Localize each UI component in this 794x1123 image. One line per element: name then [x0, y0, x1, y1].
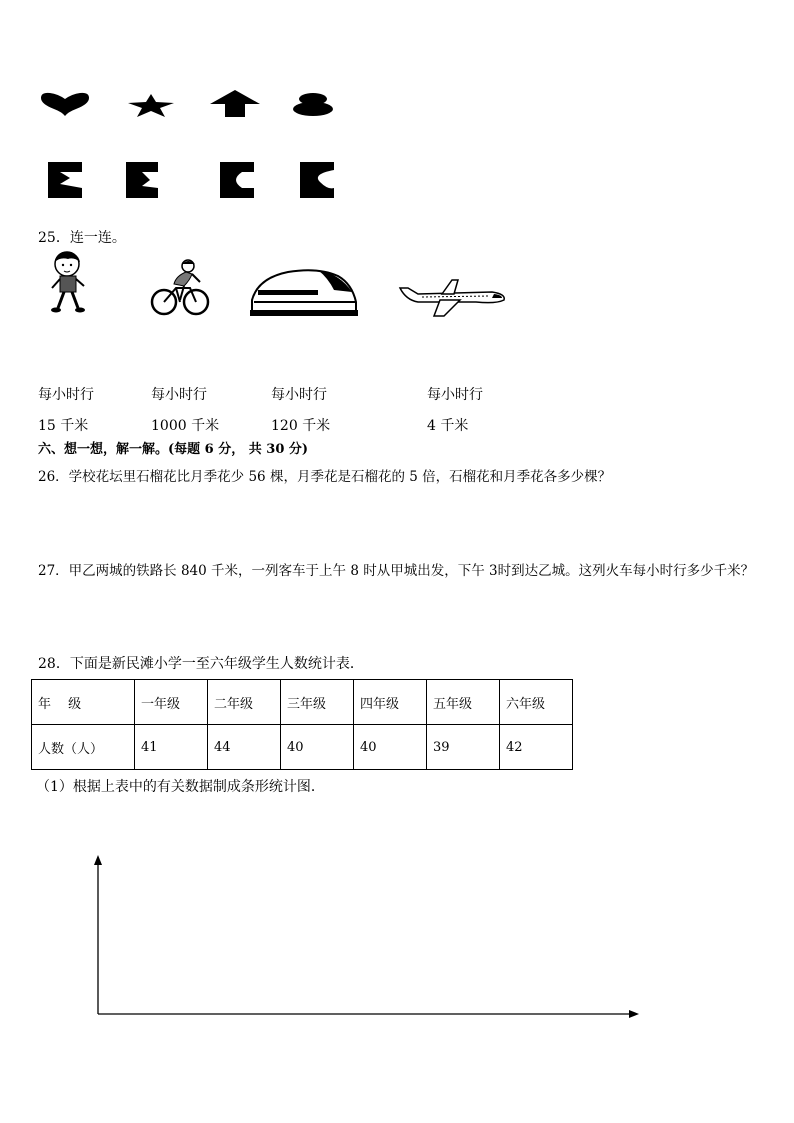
speed-label-2: 每小时行	[151, 387, 207, 403]
symmetric-shapes-row	[38, 90, 338, 120]
q27-text: 27．甲乙两城的铁路长 840 千米，一列客车于上午 8 时从甲城出发，下午 3时到达乙城。这列火车每小时行多少千米？	[38, 563, 755, 579]
table-cell: 42	[500, 725, 573, 770]
table-cell: 一年级	[135, 680, 208, 725]
table-data-row	[32, 725, 573, 770]
e-shapes-row	[46, 160, 346, 202]
heart-shape	[41, 93, 89, 116]
table-cell: 人数（人）	[32, 725, 135, 770]
y-axis-arrow-icon	[94, 855, 102, 865]
speed-label-3: 每小时行	[271, 387, 327, 403]
table-cell: 年 级	[32, 680, 135, 725]
table-cell: 44	[208, 725, 281, 770]
speed-label-1: 每小时行	[38, 387, 94, 403]
e-shape-3	[220, 162, 254, 198]
table-cell: 五年级	[427, 680, 500, 725]
q26-text: 26．学校花坛里石榴花比月季花少 56 棵，月季花是石榴花的 5 倍，石榴花和月季花各多少棵？	[38, 469, 612, 485]
speed-value-3: 120 千米	[271, 418, 331, 434]
e-shape-1	[48, 162, 82, 198]
walking-person-icon	[46, 250, 92, 314]
table-cell: 二年级	[208, 680, 281, 725]
airplane-icon	[396, 276, 508, 318]
blank-chart-axes	[88, 852, 644, 1022]
q28-sub1-text: （1）根据上表中的有关数据制成条形统计图．	[36, 779, 325, 795]
table-cell: 四年级	[354, 680, 427, 725]
train-icon	[248, 266, 360, 318]
speed-value-1: 15 千米	[38, 418, 89, 434]
figure-eight-shape	[293, 93, 333, 116]
arrow-up-shape	[210, 90, 260, 117]
e-shape-2	[126, 162, 158, 198]
table-cell: 40	[281, 725, 354, 770]
q28-text: 28．下面是新民滩小学一至六年级学生人数统计表．	[38, 656, 364, 672]
e-shape-4	[300, 162, 334, 198]
speed-value-4: 4 千米	[427, 418, 469, 434]
table-cell: 六年级	[500, 680, 573, 725]
section-heading: 六、想一想，解一解。(每题 6 分， 共 30 分)	[38, 442, 309, 457]
table-cell: 三年级	[281, 680, 354, 725]
table-cell: 41	[135, 725, 208, 770]
table-cell: 39	[427, 725, 500, 770]
q25-title: 25．连一连。	[38, 230, 126, 246]
speed-label-4: 每小时行	[427, 387, 483, 403]
student-count-table	[31, 679, 573, 770]
cyclist-icon	[150, 258, 212, 318]
table-cell: 40	[354, 725, 427, 770]
table-header-row	[32, 680, 573, 725]
star-shape	[128, 94, 174, 117]
x-axis-arrow-icon	[629, 1010, 639, 1018]
speed-value-2: 1000 千米	[151, 418, 220, 434]
